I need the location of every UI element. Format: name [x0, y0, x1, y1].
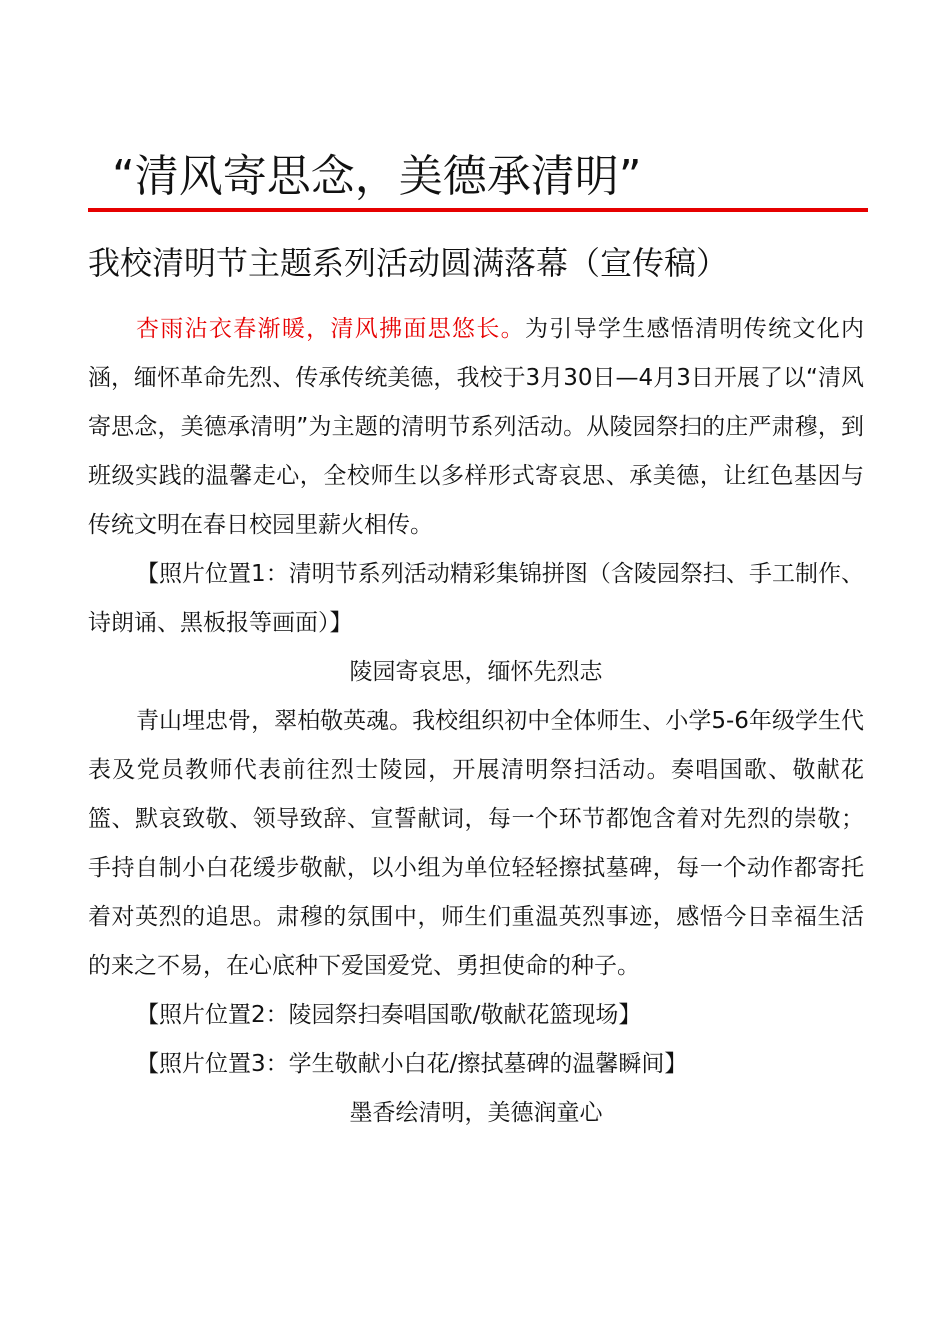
document-subtitle: 我校清明节主题系列活动圆满落幕（宣传稿） [88, 244, 729, 282]
intro-paragraph [88, 305, 864, 550]
section2-heading: 墨香绘清明，美德润童心 [349, 1100, 603, 1126]
photo-placeholder-2: 【照片位置2：陵园祭扫奏唱国歌/敬献花篮现场】 [136, 1002, 642, 1028]
document-body [88, 305, 864, 1138]
intro-lead-red: 杏雨沾衣春渐暖，清风拂面思悠长。 [136, 316, 525, 342]
section1-heading: 陵园寄哀思，缅怀先烈志 [349, 659, 603, 685]
intro-text: 为引导学生感悟清明传统文化内涵，缅怀革命先烈、传承传统美德，我校于3月30日—4月3日开展了以“清风寄思念，美德承清明”为主题的清明节系列活动。从陵园祭扫的庄严肃穆，到班级实践的温馨走心，全校师生以多样形式寄哀思、承美德，让红色基因与传统文明在春日校园里薪火相传。 [88, 316, 865, 538]
section1-paragraph: 青山埋忠骨，翠柏敬英魂。我校组织初中全体师生、小学5-6年级学生代表及党员教师代表前往烈士陵园，开展清明祭扫活动。奏唱国歌、敬献花篮、默哀致敬、领导致辞、宣誓献词，每一个环节都饱含着对先烈的崇敬；手持自制小白花缓步敬献，以小组为单位轻轻擦拭墓碑，每一个动作都寄托着对英烈的追思。肃穆的氛围中，师生们重温英烈事迹，感悟今日幸福生活的来之不易，在心底种下爱国爱党、勇担使命的种子。 [88, 708, 864, 979]
photo-placeholder-3: 【照片位置3：学生敬献小白花/擦拭墓碑的温馨瞬间】 [136, 1051, 688, 1077]
title-divider [88, 208, 868, 212]
photo-placeholder-1: 【照片位置1：清明节系列活动精彩集锦拼图（含陵园祭扫、手工制作、诗朗诵、黑板报等画面）】 [88, 561, 864, 636]
document-title: “清风寄思念，美德承清明” [112, 151, 642, 202]
